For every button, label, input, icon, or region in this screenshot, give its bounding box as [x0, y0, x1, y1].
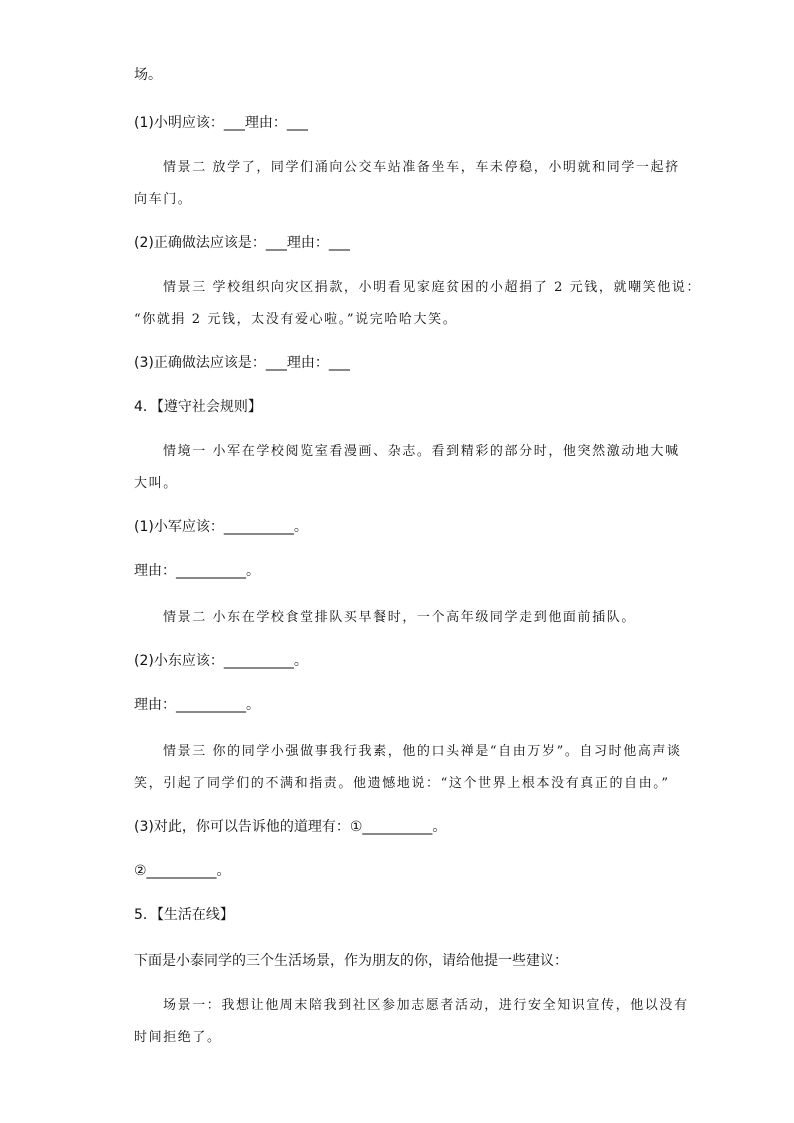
scenario-line: “你就捐 2 元钱，太没有爱心啦。”说完哈哈大笑。: [134, 312, 458, 327]
scenario-line: 场景一：我想让他周末陪我到社区参加志愿者活动，进行安全知识宣传，他以没有: [163, 998, 689, 1013]
question-line: (1)小明应该：___理由：___: [134, 115, 308, 131]
scenario-line: 大叫。: [134, 476, 178, 491]
question-line: (2)正确做法应该是：___理由：___: [134, 235, 350, 251]
scenario-line: 向车门。: [134, 192, 193, 207]
scenario-line: 笑，引起了同学们的不满和指责。他遗憾地说：“这个世界上根本没有真正的自由。”: [134, 776, 670, 791]
intro-line: 下面是小泰同学的三个生活场景，作为朋友的你，请给他提一些建议：: [134, 953, 568, 969]
scenario-line: 情景二 放学了，同学们涌向公交车站准备坐车，车未停稳，小明就和同学一起挤: [163, 160, 680, 175]
question-line: (3)对此，你可以告诉他的道理有：①__________。: [134, 819, 447, 835]
scenario-line: 情境一 小军在学校阅览室看漫画、杂志。看到精彩的部分时，他突然激动地大喊: [163, 444, 680, 459]
scenario-line: 情景二 小东在学校食堂排队买早餐时，一个高年级同学走到他面前插队。: [163, 610, 636, 625]
question-line: (2)小东应该：__________。: [134, 653, 308, 669]
question-line: 理由：__________。: [134, 697, 260, 713]
text-line: 场。: [134, 67, 162, 83]
scenario-line: 时间拒绝了。: [134, 1030, 222, 1045]
question-line: (3)正确做法应该是：___理由：___: [134, 355, 350, 371]
question-line: ②__________。: [134, 863, 231, 879]
question-line: 理由：__________。: [134, 563, 260, 579]
question-line: (1)小军应该：__________。: [134, 519, 308, 535]
scenario-line: 情景三 你的同学小强做事我行我素，他的口头禅是“自由万岁”。自习时他高声谈: [163, 744, 682, 759]
section-heading: 4．【遵守社会规则】: [134, 399, 262, 415]
scenario-line: 情景三 学校组织向灾区捐款，小明看见家庭贫困的小超捐了 2 元钱，就嘲笑他说：: [163, 280, 702, 295]
section-heading: 5．【生活在线】: [134, 907, 234, 923]
